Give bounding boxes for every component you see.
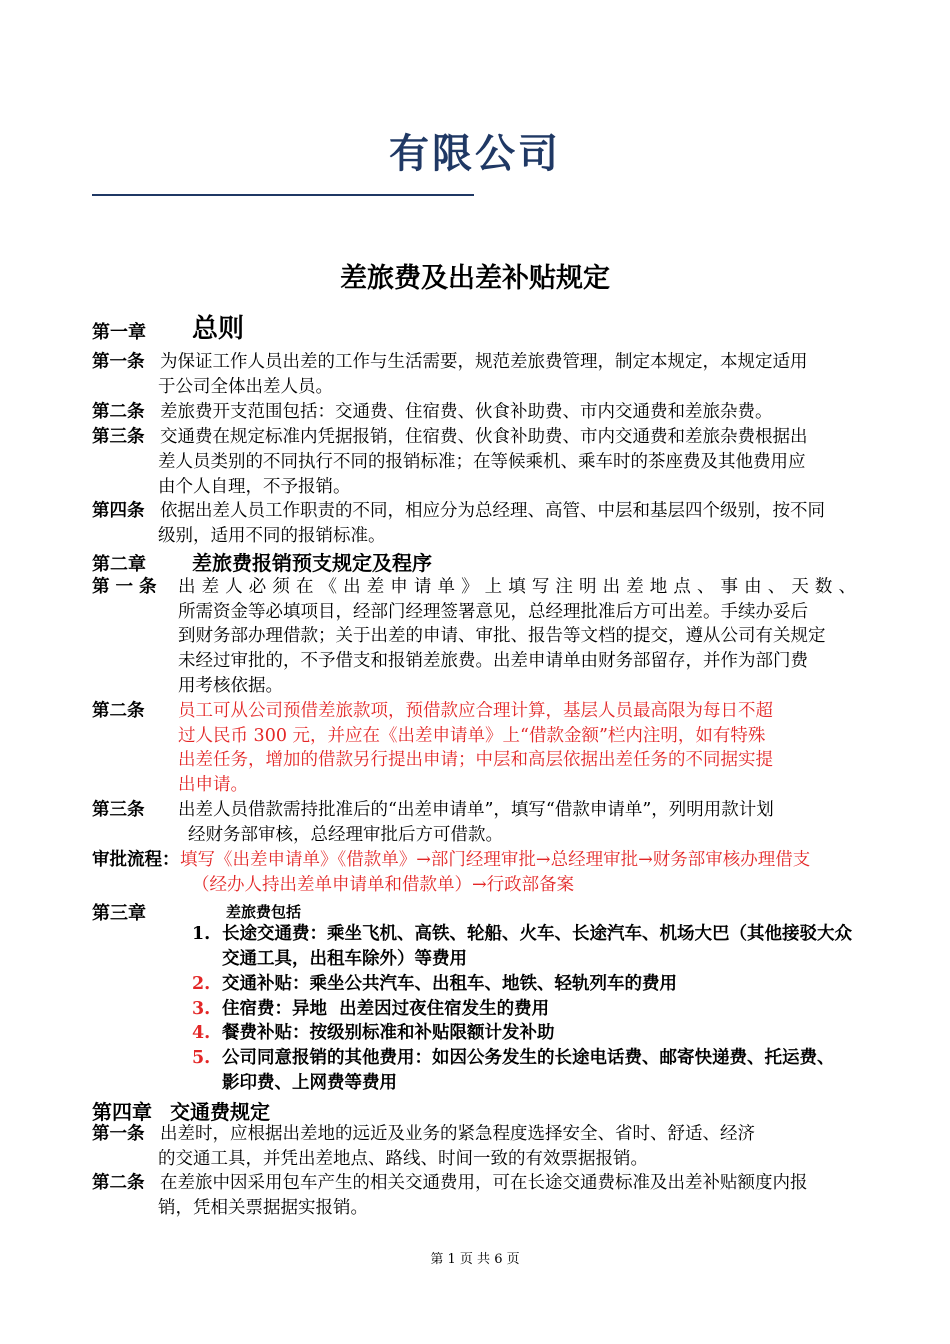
ch3-item-1-number: 1.	[192, 924, 211, 944]
ch3-item-3-number: 3.	[192, 999, 211, 1019]
ch4-article-2-label: 第二条	[92, 1173, 145, 1193]
document-title: 差旅费及出差补贴规定	[340, 263, 610, 294]
ch2-article-1-line-3: 到财务部办理借款；关于出差的申请、审批、报告等文档的提交，遵从公司有关规定	[178, 626, 826, 646]
chapter-1-title: 总则	[192, 314, 245, 344]
ch1-article-3-line-2: 差人员类别的不同执行不同的报销标准；在等候乘机、乘车时的茶座费及其他费用应	[158, 452, 806, 472]
approval-flow-label: 审批流程：	[92, 850, 180, 870]
ch1-article-3-label: 第三条	[92, 427, 145, 447]
ch2-article-1-line-5: 用考核依据。	[178, 676, 283, 696]
ch1-article-1-line-1: 为保证工作人员出差的工作与生活需要，规范差旅费管理，制定本规定，本规定适用	[160, 352, 808, 372]
ch2-article-2-line-2: 过人民币 300 元，并应在《出差申请单》上“借款金额”栏内注明，如有特殊	[178, 726, 766, 746]
chapter-2-label: 第二章	[92, 554, 146, 575]
approval-flow-line-1: 填写《出差申请单》《借款单》→部门经理审批→总经理审批→财务部审核办理借支	[180, 850, 811, 870]
ch1-article-3-line-1: 交通费在规定标准内凭据报销，住宿费、伙食补助费、市内交通费和差旅杂费根据出	[160, 427, 808, 447]
ch2-article-1-line-4: 未经过审批的，不予借支和报销差旅费。出差申请单由财务部留存，并作为部门费	[178, 651, 808, 671]
ch3-item-1-line-1: 长途交通费：乘坐飞机、高铁、轮船、火车、长途汽车、机场大巴（其他接驳大众	[222, 924, 852, 944]
ch3-item-5-line-1: 公司同意报销的其他费用：如因公务发生的长途电话费、邮寄快递费、托运费、	[222, 1048, 835, 1068]
ch2-article-1-line-1: 出差人必须在《出差申请单》上填写注明出差地点、事由、天数、	[178, 577, 856, 597]
ch3-item-2-line-1: 交通补贴：乘坐公共汽车、出租车、地铁、轻轨列车的费用	[222, 974, 677, 994]
ch1-article-1-label: 第一条	[92, 352, 145, 372]
ch2-article-2-line-1: 员工可从公司预借差旅款项，预借款应合理计算，基层人员最高限为每日不超	[178, 701, 773, 721]
approval-flow-line-2: （经办人持出差单申请单和借款单）→行政部备案	[192, 875, 575, 895]
chapter-4-label: 第四章	[92, 1100, 152, 1124]
ch3-item-4-line-1: 餐费补贴：按级别标准和补贴限额计发补助	[222, 1023, 555, 1043]
ch3-item-4-number: 4.	[192, 1023, 211, 1043]
ch2-article-2-label: 第二条	[92, 701, 145, 721]
ch2-article-3-line-2: 经财务部审核，总经理审批后方可借款。	[188, 825, 503, 845]
ch2-article-3-line-1: 出差人员借款需持批准后的“出差申请单”，填写“借款申请单”，列明用款计划	[178, 800, 774, 820]
chapter-3-title: 差旅费包括	[226, 903, 302, 921]
ch4-article-1-label: 第一条	[92, 1124, 145, 1144]
ch1-article-2-line-1: 差旅费开支范围包括：交通费、住宿费、伙食补助费、市内交通费和差旅杂费。	[160, 402, 773, 422]
company-name: 有限公司	[389, 131, 561, 177]
ch2-article-1-label: 第一条	[92, 577, 163, 597]
ch1-article-4-line-2: 级别，适用不同的报销标准。	[158, 526, 386, 546]
header-divider	[92, 194, 474, 196]
ch4-article-1-line-1: 出差时，应根据出差地的远近及业务的紧急程度选择安全、省时、舒适、经济	[160, 1124, 755, 1144]
ch2-article-2-line-3: 出差任务，增加的借款另行提出申请；中层和高层依据出差任务的不同据实提	[178, 750, 773, 770]
ch2-article-1-line-2: 所需资金等必填项目，经部门经理签署意见，总经理批准后方可出差。手续办妥后	[178, 602, 808, 622]
ch3-item-2-number: 2.	[192, 974, 211, 994]
ch4-article-2-line-1: 在差旅中因采用包车产生的相关交通费用，可在长途交通费标准及出差补贴额度内报	[160, 1173, 808, 1193]
chapter-4-title: 交通费规定	[170, 1100, 270, 1124]
ch3-item-3-line-1: 住宿费：异地 出差因过夜住宿发生的费用	[222, 999, 550, 1019]
chapter-1-label: 第一章	[92, 322, 146, 343]
ch2-article-3-label: 第三条	[92, 800, 145, 820]
ch1-article-3-line-3: 由个人自理，不予报销。	[158, 477, 351, 497]
page-footer: 第 1 页 共 6 页	[430, 1252, 520, 1267]
ch1-article-1-line-2: 于公司全体出差人员。	[158, 377, 333, 397]
ch1-article-2-label: 第二条	[92, 402, 145, 422]
chapter-2-title: 差旅费报销预支规定及程序	[192, 551, 432, 575]
ch4-article-1-line-2: 的交通工具，并凭出差地点、路线、时间一致的有效票据报销。	[158, 1149, 648, 1169]
ch3-item-5-line-2: 影印费、上网费等费用	[222, 1073, 397, 1093]
ch1-article-4-label: 第四条	[92, 501, 145, 521]
ch2-article-2-line-4: 出申请。	[178, 775, 248, 795]
chapter-3-label: 第三章	[92, 903, 146, 924]
ch3-item-1-line-2: 交通工具，出租车除外）等费用	[222, 949, 467, 969]
ch3-item-5-number: 5.	[192, 1048, 211, 1068]
ch4-article-2-line-2: 销，凭相关票据据实报销。	[158, 1198, 368, 1218]
ch1-article-4-line-1: 依据出差人员工作职责的不同，相应分为总经理、高管、中层和基层四个级别，按不同	[160, 501, 825, 521]
